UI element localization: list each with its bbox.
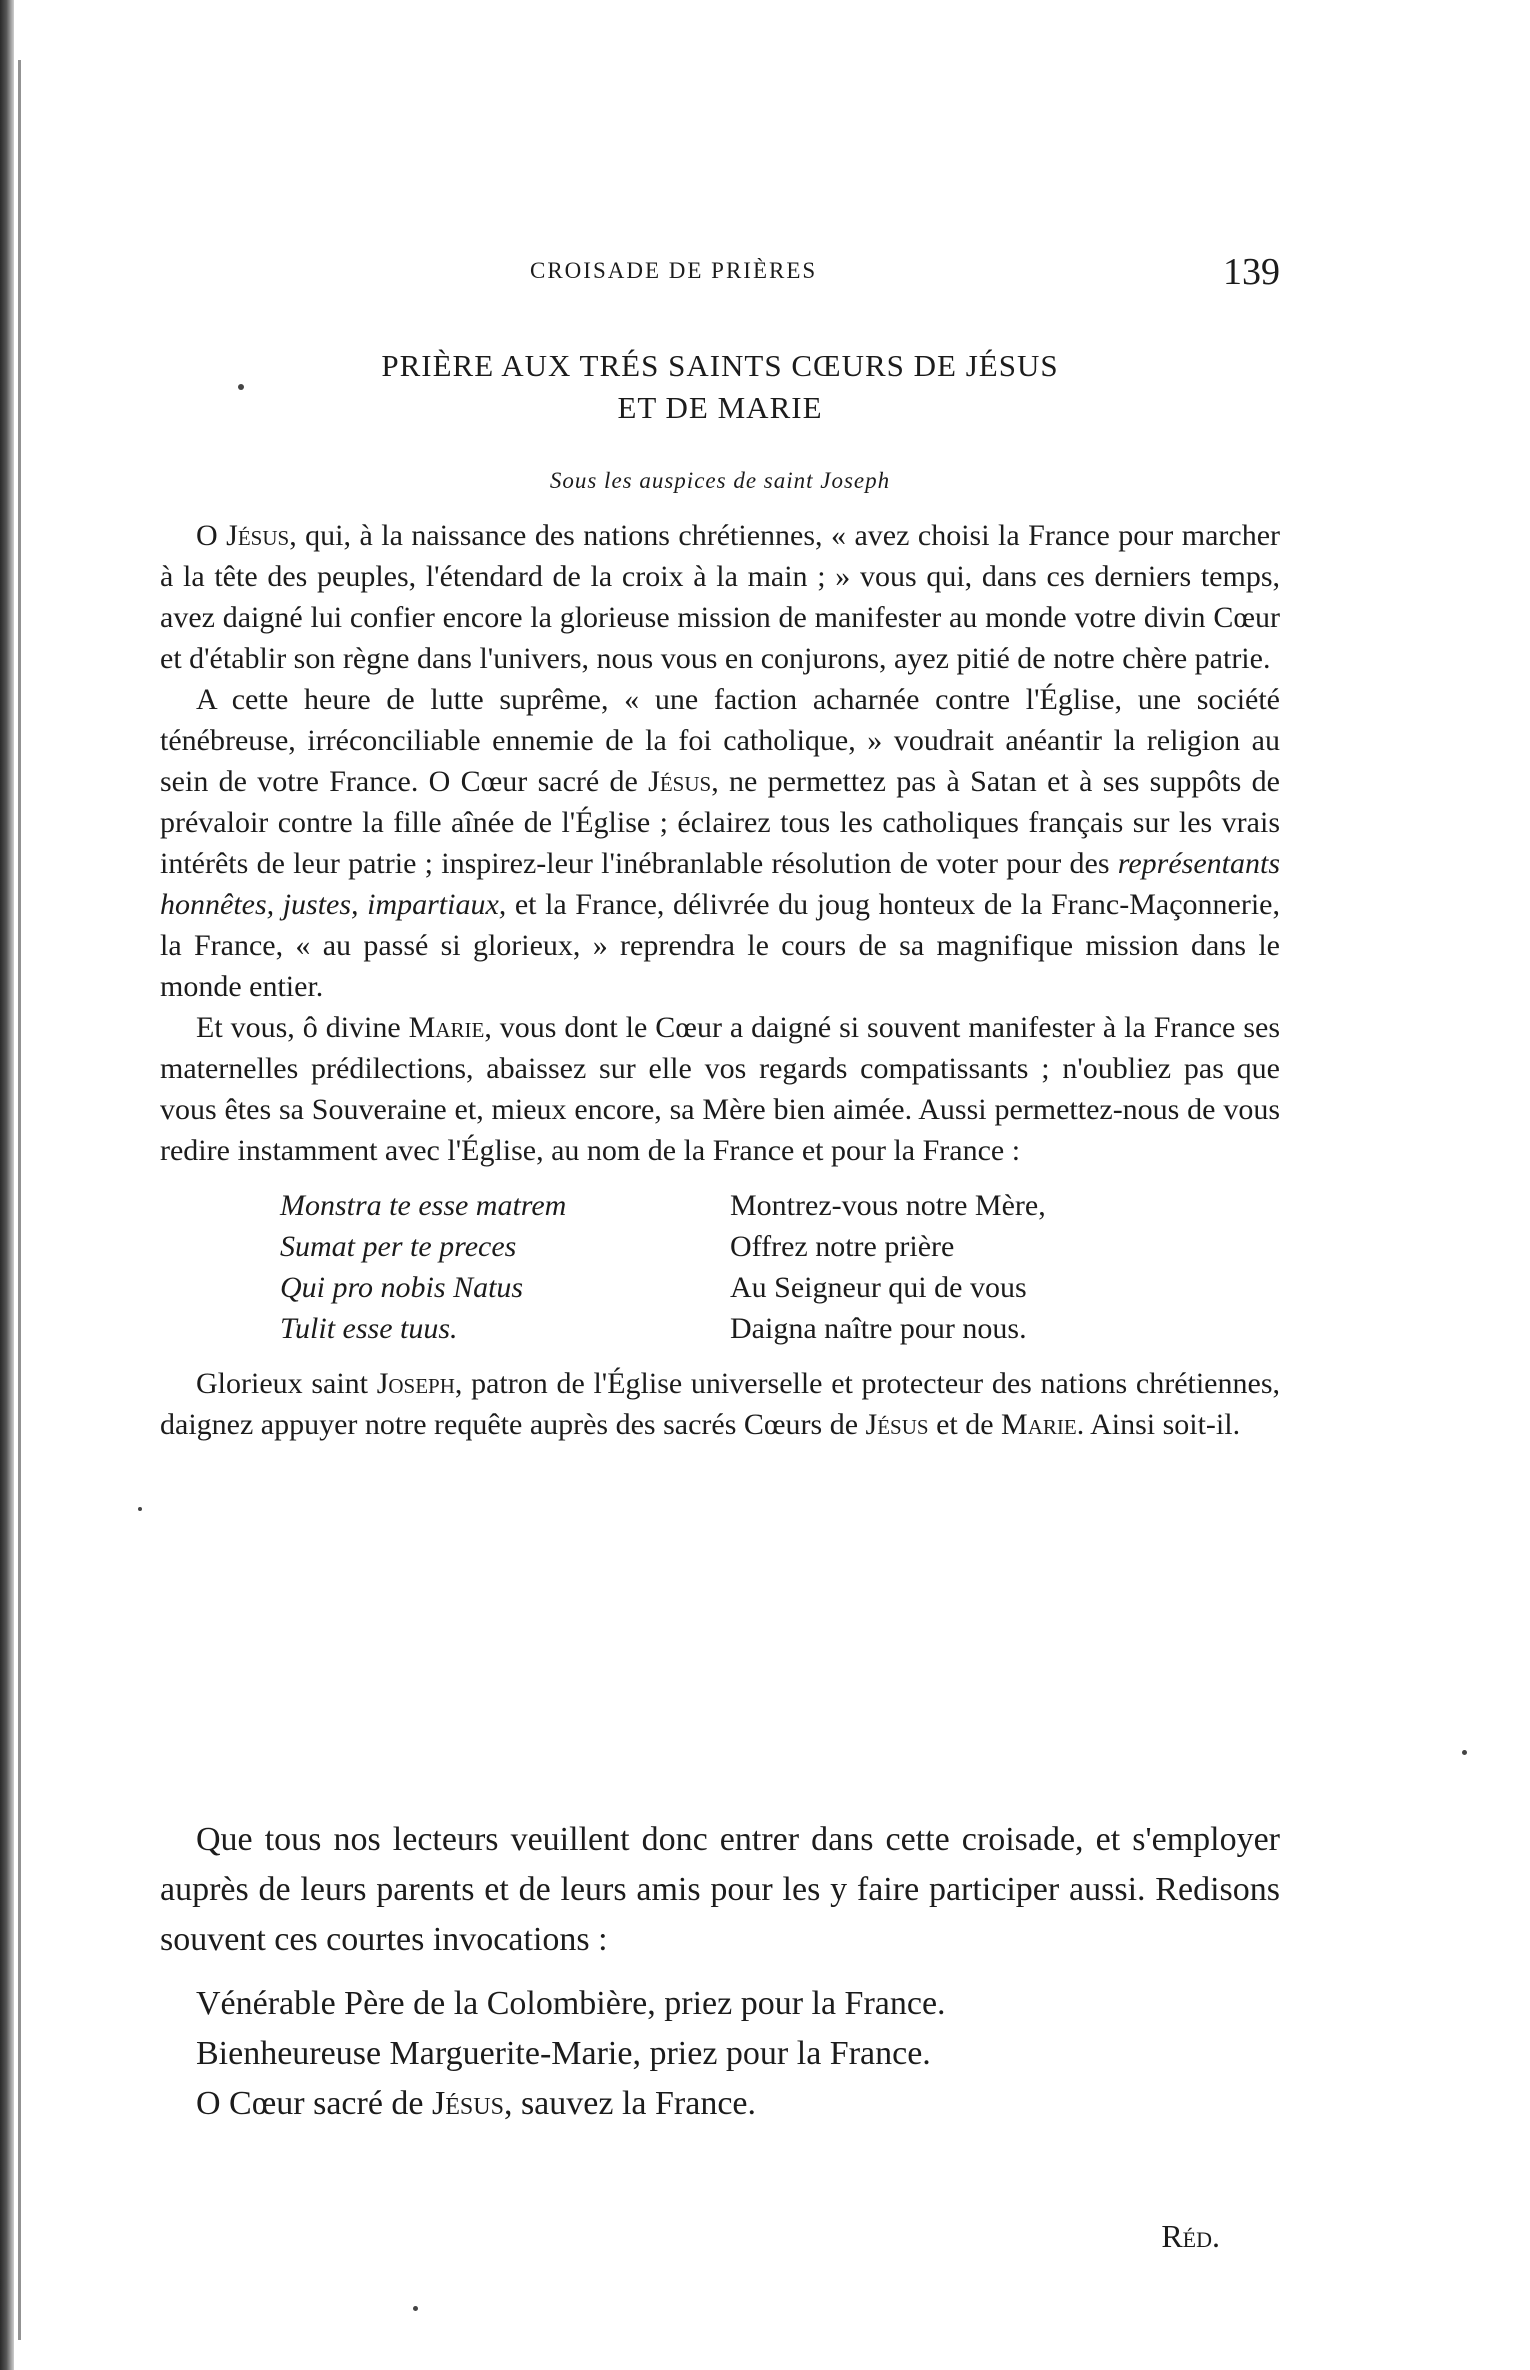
page-number: 139	[1223, 251, 1280, 293]
hymn-french-line: Daigna naître pour nous.	[730, 1312, 1027, 1345]
prayer-paragraph-3: Et vous, ô divine Marie, vous dont le Cœur a daigné si souvent manifester à la France ses maternelles prédilections, abaissez sur elle vos regards compatissants ; n'oubliez pas que vous êtes sa Souveraine et, mieux encore, sa Mère bien aimée. Aussi permettez-nous de vous redire instamment avec l'Église, au nom de la France et pour la France :	[160, 1011, 1280, 1167]
hymn-latin-line: Qui pro nobis Natus	[280, 1271, 524, 1304]
hymn-latin-line: Monstra te esse matrem	[280, 1189, 567, 1222]
invocation-item: O Cœur sacré de Jésus, sauvez la France.	[196, 2085, 756, 2122]
prayer-paragraph-1: O Jésus, qui, à la naissance des nations chrétiennes, « avez choisi la France pour marcher à la tête des peuples, l'étendard de la croix à la main ; » vous qui, dans ces derniers temps, avez daigné lui confier encore la glorieuse mission de manifester au monde votre divin Cœur et d'établir son règne dans l'univers, nous vous en conjurons, ayez pitié de notre chère patrie.	[160, 519, 1281, 675]
binding-shadow	[18, 60, 21, 2340]
book-page	[160, 0, 1280, 2370]
hymn-french-line: Montrez-vous notre Mère,	[730, 1189, 1046, 1222]
prayer-paragraph-4: Glorieux saint Joseph, patron de l'Église universelle et protecteur des nations chrétiennes, daignez appuyer notre requête auprès des sacrés Cœurs de Jésus et de Marie. Ainsi soit-il.	[160, 1367, 1280, 1441]
prayer-body	[160, 515, 1280, 1445]
hymn-latin-line: Sumat per te preces	[280, 1230, 517, 1263]
prayer-title-line-2: ET DE MARIE	[617, 390, 823, 425]
print-speck	[1462, 1750, 1467, 1755]
running-title: CROISADE DE PRIÈRES	[530, 258, 818, 283]
invocation-list	[160, 1979, 1280, 2129]
signature: Réd.	[1161, 2218, 1220, 2254]
prayer-title	[160, 345, 1280, 429]
prayer-subtitle: Sous les auspices de saint Joseph	[549, 468, 891, 493]
hymn-latin-line: Tulit esse tuus.	[280, 1312, 458, 1345]
print-speck	[138, 1507, 142, 1511]
running-head	[160, 251, 1280, 298]
closing-paragraph: Que tous nos lecteurs veuillent donc entrer dans cette croisade, et s'employer auprès de leurs parents et de leurs amis pour les y faire participer aussi. Redisons souvent ces courtes invocations :	[160, 1821, 1280, 1958]
closing-section	[160, 1815, 1280, 2129]
hymn-french-line: Au Seigneur qui de vous	[730, 1271, 1027, 1304]
prayer-paragraph-2: A cette heure de lutte suprême, « une faction acharnée contre l'Église, une société ténébreuse, irréconciliable ennemie de la foi catholique, » voudrait anéantir la religion au sein de votre France. O Cœur sacré de Jésus, ne permettez pas à Satan et à ses suppôts de prévaloir contre la fille aînée de l'Église ; éclairez tous les catholiques français sur les vrais intérêts de leur patrie ; inspirez-leur l'inébranlable résolution de voter pour des représentants honnêtes, justes, impartiaux, et la France, délivrée du joug honteux de la Franc-Maçonnerie, la France, « au passé si glorieux, » reprendra le cours de sa magnifique mission dans le monde entier.	[160, 683, 1280, 1003]
binding-edge	[0, 0, 14, 2370]
invocation-item: Bienheureuse Marguerite-Marie, priez pour la France.	[196, 2035, 931, 2072]
prayer-title-line-1: PRIÈRE AUX TRÉS SAINTS CŒURS DE JÉSUS	[381, 348, 1059, 383]
hymn-verses	[280, 1185, 1160, 1349]
invocation-item: Vénérable Père de la Colombière, priez pour la France.	[196, 1985, 946, 2022]
hymn-french-line: Offrez notre prière	[730, 1230, 955, 1263]
